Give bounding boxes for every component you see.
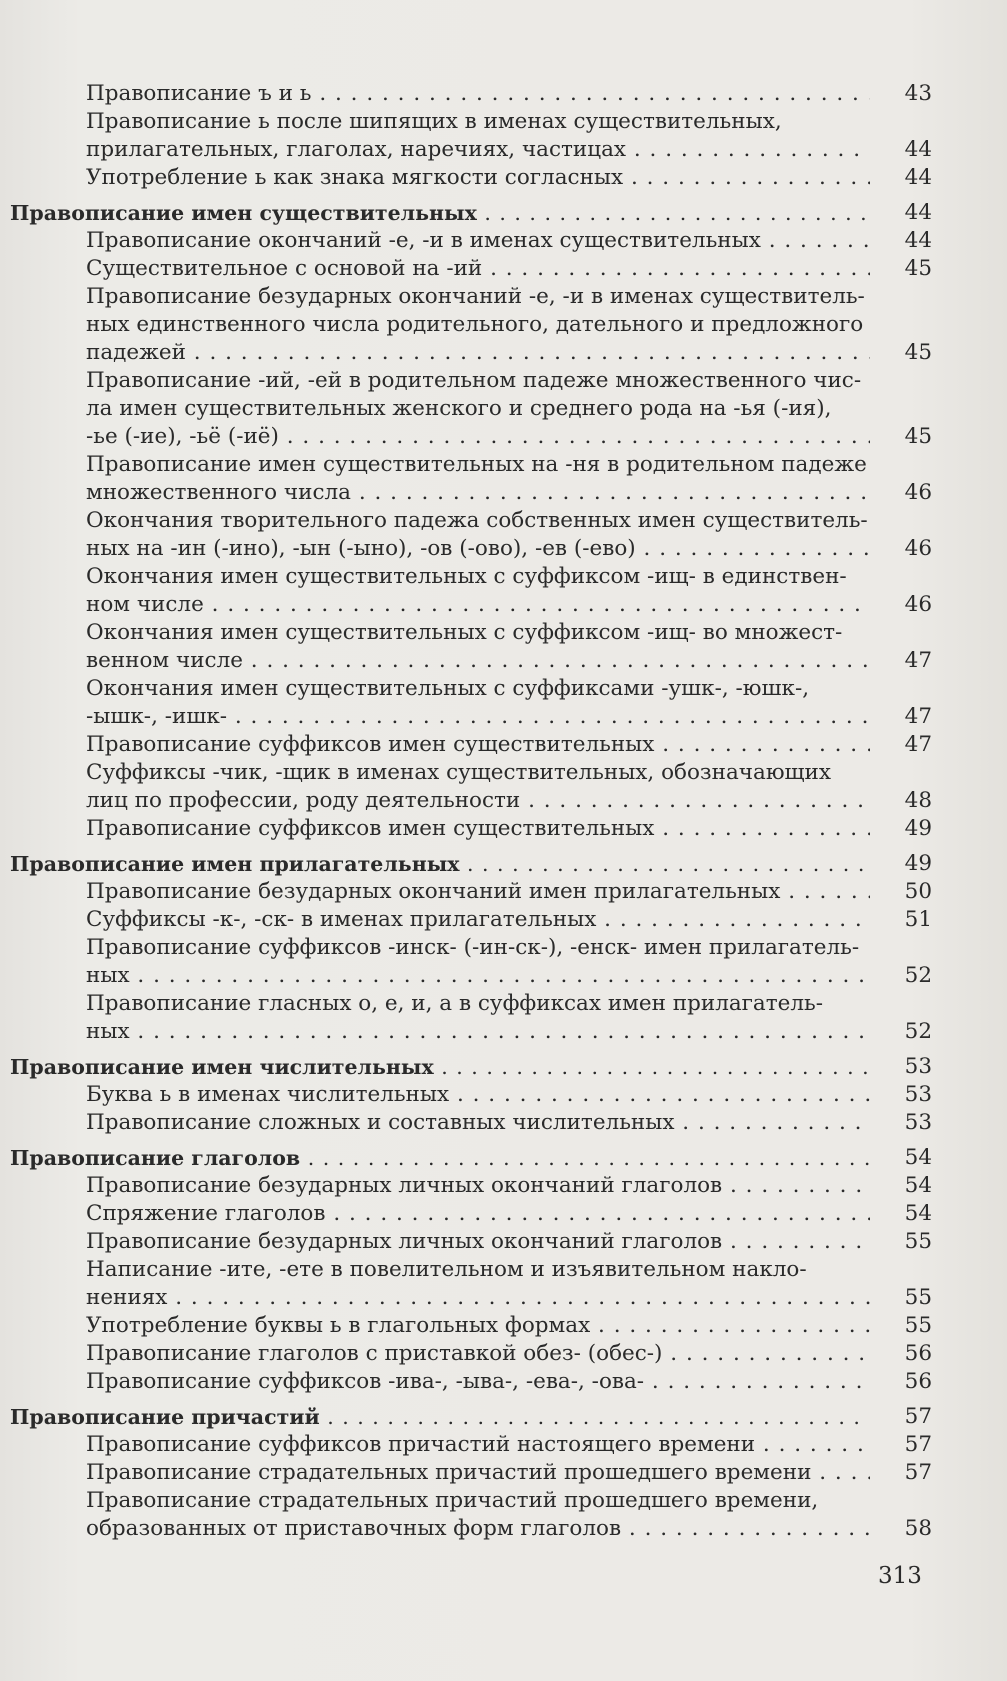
toc-line: Правописание безударных личных окончаний глаголов . . .	[86, 1228, 870, 1256]
toc-line: -ье (-ие), -ьё (-иё) . . .	[86, 423, 870, 451]
toc-line: Правописание имен числительных . . .	[10, 1053, 870, 1081]
toc-line: Существительное с основой на -ий . . .	[86, 255, 870, 283]
toc-page-number: 55	[904, 1313, 932, 1338]
toc-line: Правописание глаголов с приставкой обез- (обес-) . . .	[86, 1340, 870, 1368]
toc-page-number: 44	[904, 165, 932, 190]
toc-entry	[0, 451, 940, 507]
toc-line: лиц по профессии, роду деятельности . . .	[86, 787, 870, 815]
toc-entry	[0, 283, 940, 367]
toc-section	[0, 1053, 940, 1081]
toc-entry	[0, 906, 940, 934]
toc-line: Суффиксы -чик, -щик в именах существительных, обозначающих	[86, 760, 831, 785]
toc-entry	[0, 759, 940, 815]
toc-line: Правописание ь после шипящих в именах существительных,	[86, 109, 782, 134]
toc-page-number: 46	[904, 480, 932, 505]
toc-page-number: 56	[904, 1369, 932, 1394]
toc-entry	[0, 1459, 940, 1487]
page-number: 313	[878, 1563, 922, 1589]
toc-section	[0, 1403, 940, 1431]
toc-page-number: 43	[904, 81, 932, 106]
toc-section	[0, 850, 940, 878]
toc-line: Правописание суффиксов -ива-, -ыва-, -ева-, -ова- . . .	[86, 1368, 870, 1396]
toc-line: Суффиксы -к-, -ск- в именах прилагательных . . .	[86, 906, 870, 934]
toc-line: Правописание гласных о, е, и, а в суффиксах имен прилагатель-	[86, 991, 823, 1016]
toc-line: множественного числа . . .	[86, 479, 870, 507]
toc-line: Правописание сложных и составных числительных . . .	[86, 1109, 870, 1137]
toc-line: Правописание суффиксов имен существительных . . .	[86, 731, 870, 759]
toc-entry	[0, 675, 940, 731]
toc-line: Правописание безударных личных окончаний глаголов . . .	[86, 1172, 870, 1200]
toc-line: Правописание имен существительных на -ня в родительном падеже	[86, 452, 867, 477]
toc-line: ных . . .	[86, 1018, 870, 1046]
toc-line: -ышк-, -ишк- . . .	[86, 703, 870, 731]
toc-line: Окончания имен существительных с суффиксом -ищ- в единствен-	[86, 564, 847, 589]
toc-entry	[0, 227, 940, 255]
toc-page-number: 45	[904, 424, 932, 449]
toc-page-number: 47	[904, 648, 932, 673]
toc-section	[0, 199, 940, 227]
toc-page-number: 57	[904, 1432, 932, 1457]
toc-line: Правописание глаголов . . .	[10, 1144, 870, 1172]
toc-page-number: 53	[904, 1054, 932, 1079]
toc-entry	[0, 367, 940, 451]
toc-page-number: 45	[904, 340, 932, 365]
toc-entry	[0, 164, 940, 192]
toc-line: Правописание суффиксов имен существительных . . .	[86, 815, 870, 843]
toc-page-number: 58	[904, 1516, 932, 1541]
toc-line: Правописание причастий . . .	[10, 1403, 870, 1431]
toc-line: нениях . . .	[86, 1284, 870, 1312]
toc-line: Употребление буквы ь в глагольных формах . . .	[86, 1312, 870, 1340]
toc-entry	[0, 619, 940, 675]
toc-line: Правописание имен существительных . . .	[10, 199, 870, 227]
toc-line: Окончания имен существительных с суффиксами -ушк-, -юшк-,	[86, 676, 810, 701]
toc-page-number: 49	[904, 816, 932, 841]
toc-entry	[0, 934, 940, 990]
toc-section	[0, 1144, 940, 1172]
toc-page-number: 49	[904, 851, 932, 876]
toc-entry	[0, 507, 940, 563]
toc-entry	[0, 1368, 940, 1396]
toc-line: ных . . .	[86, 962, 870, 990]
toc-entry	[0, 1431, 940, 1459]
toc-entry	[0, 1340, 940, 1368]
toc-line: Правописание окончаний -е, -и в именах существительных . . .	[86, 227, 870, 255]
toc-entry	[0, 1228, 940, 1256]
toc-page-number: 54	[904, 1201, 932, 1226]
toc-line: Правописание безударных окончаний -е, -и в именах существитель-	[86, 284, 865, 309]
toc-line: Правописание безударных окончаний имен прилагательных . . .	[86, 878, 870, 906]
toc-line: Окончания творительного падежа собственных имен существитель-	[86, 508, 868, 533]
toc-line: Правописание ъ и ь . . .	[86, 80, 870, 108]
toc-page-number: 45	[904, 256, 932, 281]
toc-line: ных единственного числа родительного, дательного и предложного	[86, 312, 864, 337]
toc-page-number: 48	[904, 788, 932, 813]
toc-page-number: 53	[904, 1110, 932, 1135]
toc-line: венном числе . . .	[86, 647, 870, 675]
toc-line: Правописание суффиксов причастий настоящего времени . . .	[86, 1431, 870, 1459]
toc-page-number: 56	[904, 1341, 932, 1366]
toc-page-number: 46	[904, 536, 932, 561]
toc-line: Употребление ь как знака мягкости согласных . . .	[86, 164, 870, 192]
toc-entry	[0, 1172, 940, 1200]
toc-page-number: 57	[904, 1460, 932, 1485]
table-of-contents	[0, 80, 940, 1543]
toc-page-number: 53	[904, 1082, 932, 1107]
toc-page-number: 54	[904, 1145, 932, 1170]
toc-page-number: 47	[904, 732, 932, 757]
toc-page-number: 52	[904, 963, 932, 988]
toc-entry	[0, 1256, 940, 1312]
toc-page-number: 54	[904, 1173, 932, 1198]
toc-page-number: 57	[904, 1404, 932, 1429]
toc-line: образованных от приставочных форм глаголов . . .	[86, 1515, 870, 1543]
toc-line: Правописание имен прилагательных . . .	[10, 850, 870, 878]
toc-entry	[0, 731, 940, 759]
toc-entry	[0, 80, 940, 108]
toc-line: Буква ь в именах числительных . . .	[86, 1081, 870, 1109]
toc-line: Спряжение глаголов . . .	[86, 1200, 870, 1228]
toc-line: прилагательных, глаголах, наречиях, частицах . . .	[86, 136, 870, 164]
toc-entry	[0, 878, 940, 906]
toc-line: падежей . . .	[86, 339, 870, 367]
toc-page-number: 44	[904, 137, 932, 162]
toc-page-number: 44	[904, 228, 932, 253]
toc-entry	[0, 1200, 940, 1228]
toc-entry	[0, 563, 940, 619]
toc-entry	[0, 108, 940, 164]
toc-entry	[0, 1312, 940, 1340]
toc-page-number: 50	[904, 879, 932, 904]
toc-line: ла имен существительных женского и среднего рода на -ья (-ия),	[86, 396, 832, 421]
toc-page-number: 55	[904, 1285, 932, 1310]
toc-page-number: 51	[904, 907, 932, 932]
toc-entry	[0, 990, 940, 1046]
toc-entry	[0, 255, 940, 283]
toc-page-number: 44	[904, 200, 932, 225]
toc-entry	[0, 1487, 940, 1543]
toc-line: Правописание страдательных причастий прошедшего времени,	[86, 1488, 819, 1513]
toc-page-number: 47	[904, 704, 932, 729]
toc-page-number: 55	[904, 1229, 932, 1254]
toc-line: Окончания имен существительных с суффиксом -ищ- во множест-	[86, 620, 843, 645]
toc-entry	[0, 1081, 940, 1109]
toc-entry	[0, 1109, 940, 1137]
toc-line: Правописание -ий, -ей в родительном падеже множественного чис-	[86, 368, 862, 393]
toc-page-number: 46	[904, 592, 932, 617]
toc-line: Написание -ите, -ете в повелительном и изъявительном накло-	[86, 1257, 807, 1282]
toc-line: ном числе . . .	[86, 591, 870, 619]
toc-line: Правописание страдательных причастий прошедшего времени . . .	[86, 1459, 870, 1487]
toc-entry	[0, 815, 940, 843]
toc-line: Правописание суффиксов -инск- (-ин-ск-), -енск- имен прилагатель-	[86, 935, 860, 960]
toc-page-number: 52	[904, 1019, 932, 1044]
toc-line: ных на -ин (-ино), -ын (-ыно), -ов (-ово), -ев (-ево) . . .	[86, 535, 870, 563]
